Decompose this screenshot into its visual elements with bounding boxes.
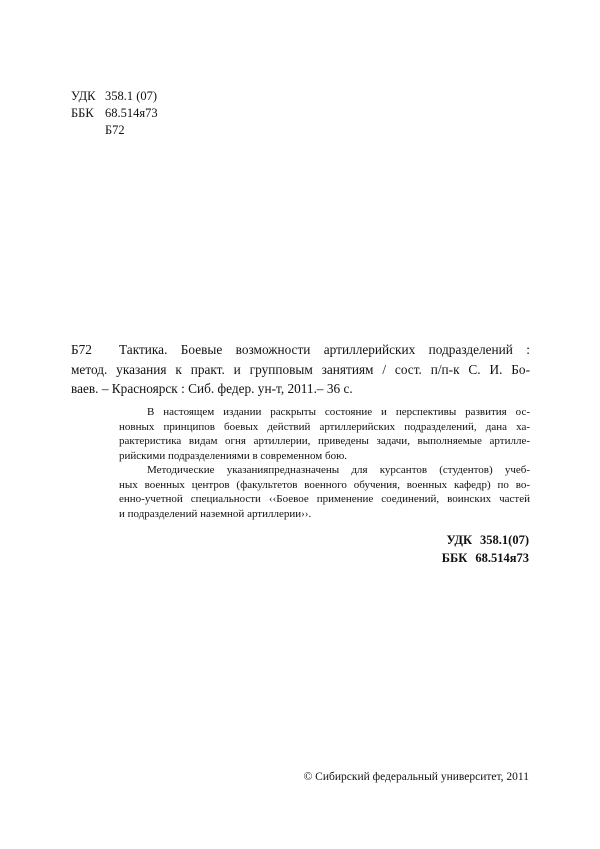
- entry-title-line: Тактика. Боевые возможности артиллерийских подразделений :: [119, 342, 530, 357]
- abstract-line: и подразделений наземной артиллерии››.: [119, 507, 312, 520]
- abstract-line: рийскими подразделениями в современном бою.: [119, 449, 348, 462]
- abstract-line: енно-учетной специальности ‹‹Боевое применение соединений, воинских частей: [119, 493, 530, 505]
- author-sign: Б72: [105, 123, 125, 137]
- udk-value-footer: 358.1(07): [480, 533, 529, 547]
- abstract-line: новных принципов боевых действий артиллерийских подразделений, дана ха-: [119, 420, 530, 433]
- abstract-paragraph-1: [119, 405, 530, 463]
- abstract-line: Методические указанияпредназначены для курсантов (студентов) учеб-: [147, 464, 530, 476]
- abstract-line: рактеристика видам огня артиллерии, приведены задачи, выполняемые артилле-: [119, 435, 530, 447]
- bbk-value-footer: 68.514я73: [475, 551, 529, 565]
- entry-first-line: [71, 340, 530, 360]
- udk-label: УДК: [71, 89, 96, 103]
- bbk-label-footer: ББК: [441, 551, 468, 565]
- bbk-value: 68.514я73: [105, 106, 158, 120]
- classification-codes: [71, 88, 158, 139]
- udk-value: 358.1 (07): [105, 89, 158, 103]
- entry-line-2: метод. указания к практ. и групповым занятиям / сост. п/п-к С. И. Бо-: [71, 361, 530, 377]
- abstract-line: ных военных центров (факультетов военного обучения, военных кафедр) по во-: [119, 478, 530, 491]
- bbk-label: ББК: [71, 106, 94, 120]
- bibliographic-entry: [71, 340, 530, 399]
- abstract: [119, 405, 530, 521]
- entry-author-sign: Б72: [71, 342, 92, 357]
- bbk-row-footer: [442, 549, 529, 567]
- abstract-line: В настоящем издании раскрыты состояние и перспективы развития ос-: [147, 406, 530, 418]
- bbk-row: [71, 105, 158, 122]
- udk-row-footer: [442, 531, 529, 549]
- entry-line-3: ваев. – Красноярск : Сиб. федер. ун-т, 2011.– 36 с.: [71, 381, 353, 396]
- udk-row: [71, 88, 158, 105]
- copyright-notice: © Сибирский федеральный университет, 2011: [303, 771, 529, 783]
- udk-label-footer: УДК: [446, 533, 473, 547]
- classification-codes-footer: [442, 531, 529, 567]
- abstract-paragraph-2: [119, 463, 530, 521]
